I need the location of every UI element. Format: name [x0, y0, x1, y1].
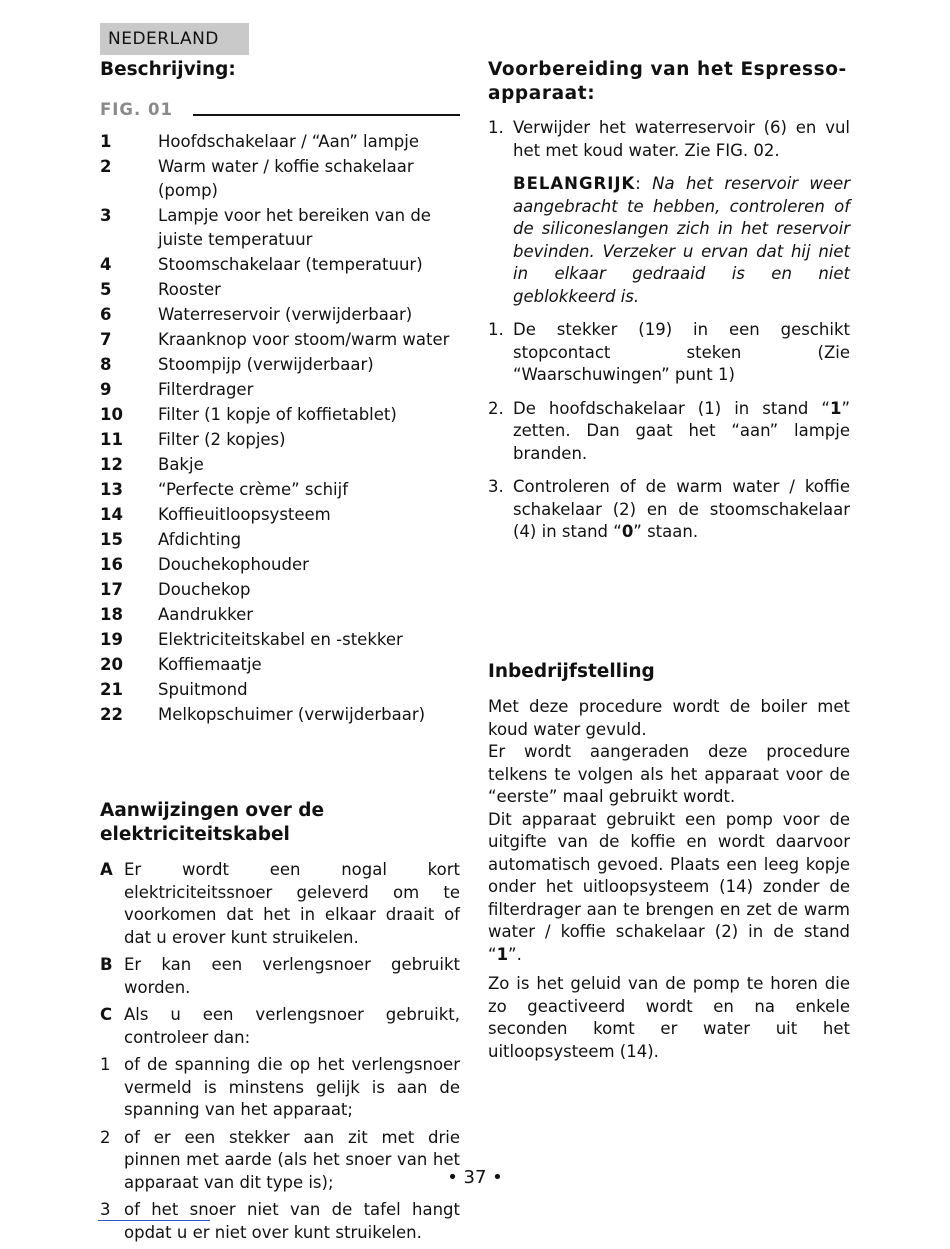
commissioning-paragraph-4: Zo is het geluid van de pomp te horen die zo geactiveerd wordt en na enkele seconden komt er water uit het uitloopsysteem (14). [488, 974, 850, 1061]
important-separator: : [635, 174, 641, 193]
part-item [100, 703, 460, 727]
preparation-heading-line1: Voorbereiding van het Espresso- [488, 59, 847, 80]
part-item [100, 478, 460, 502]
important-note [488, 173, 850, 308]
cable-item [100, 1004, 460, 1049]
commissioning-paragraph-3 [488, 809, 850, 967]
part-item [100, 204, 460, 252]
cable-item-text: of het snoer niet van de tafel hangt opdat u er niet over kunt struikelen. [124, 1200, 460, 1242]
step-text-end: ” staan. [633, 522, 699, 541]
part-label: Koffiemaatje [158, 655, 262, 674]
language-tab: NEDERLAND [100, 23, 249, 55]
part-item [100, 553, 460, 577]
step-number: 1. [488, 320, 504, 339]
part-number: 12 [100, 455, 123, 474]
cable-item-marker: B [100, 955, 113, 974]
part-item [100, 328, 460, 352]
part-label: Rooster [158, 280, 221, 299]
part-item [100, 628, 460, 652]
part-label: Filter (2 kopjes) [158, 430, 286, 449]
step-text: De stekker (19) in een geschikt stopcontact steken (Zie “Waarschuwingen” punt 1) [513, 320, 850, 384]
cable-item [100, 1199, 460, 1244]
part-number: 16 [100, 555, 123, 574]
part-label: Spuitmond [158, 680, 248, 699]
part-item [100, 578, 460, 602]
cable-item [100, 1054, 460, 1122]
part-item [100, 428, 460, 452]
part-number: 22 [100, 705, 123, 724]
part-item [100, 155, 460, 203]
part-label: Stoomschakelaar (temperatuur) [158, 255, 423, 274]
part-item [100, 353, 460, 377]
part-item [100, 528, 460, 552]
commissioning-section [488, 660, 850, 1063]
part-label: Hoofdschakelaar / “Aan” lampje [158, 132, 420, 151]
description-heading: Beschrijving: [100, 59, 236, 80]
part-number: 6 [100, 305, 112, 324]
cable-heading-line1: Aanwijzingen over de [100, 800, 325, 821]
part-number: 4 [100, 255, 112, 274]
cable-item-marker: A [100, 860, 113, 879]
cable-item-marker: 3 [100, 1200, 111, 1219]
page-number: • 37 • [447, 1167, 503, 1188]
part-item [100, 403, 460, 427]
step-number: 1. [488, 118, 504, 137]
part-number: 9 [100, 380, 112, 399]
part-number: 20 [100, 655, 123, 674]
preparation-step [488, 476, 850, 544]
part-item [100, 303, 460, 327]
left-column [100, 58, 460, 1249]
preparation-step-list [488, 319, 850, 544]
step-text: Controleren of de warm water / koffie schakelaar (2) en de stoomschakelaar (4) in stand “ [513, 477, 850, 541]
part-item [100, 453, 460, 477]
cable-item-text: Als u een verlengsnoer gebruikt, controleer dan: [124, 1005, 460, 1047]
footer-rule [98, 1220, 210, 1221]
part-label: Aandrukker [158, 605, 254, 624]
cable-item-marker: 1 [100, 1055, 111, 1074]
part-label: Bakje [158, 455, 204, 474]
cable-item-marker: 2 [100, 1127, 111, 1147]
part-item [100, 278, 460, 302]
part-number: 10 [100, 405, 123, 424]
step-number: 2. [488, 398, 504, 418]
part-number: 13 [100, 480, 123, 499]
step-text: Verwijder het waterreservoir (6) en vul het met koud water. Zie FIG. 02. [513, 118, 850, 160]
part-label: Kraanknop voor stoom/warm water [158, 330, 450, 349]
cable-item [100, 859, 460, 949]
part-number: 11 [100, 430, 123, 449]
part-number: 2 [100, 157, 112, 176]
part-item [100, 678, 460, 702]
parts-list [100, 130, 460, 727]
fig-rule [193, 114, 460, 116]
commissioning-paragraph-3-end: ”. [508, 944, 522, 964]
right-column [488, 58, 850, 555]
cable-item-text: of er een stekker aan zit met drie pinnen met aarde (als het snoer van het apparaat van dit type is); [124, 1127, 460, 1192]
preparation-step-list-first [488, 117, 850, 162]
part-item [100, 130, 460, 154]
cable-item-marker: C [100, 1005, 113, 1024]
commissioning-paragraph-1: Met deze procedure wordt de boiler met koud water gevuld. [488, 697, 850, 739]
cable-item-text: Er wordt een nogal kort elektriciteitssnoer geleverd om te voorkomen dat het in elkaar draait of dat u erover kunt struikelen. [124, 860, 460, 947]
preparation-heading [488, 58, 850, 106]
part-number: 15 [100, 530, 123, 549]
part-label: Douchekop [158, 580, 251, 599]
commissioning-paragraph-2: Er wordt aangeraden deze procedure telkens te volgen als het apparaat voor de “eerste” maal gebruikt wordt. [488, 742, 850, 806]
important-text: Na het reservoir weer aangebracht te hebben, controleren of de siliconeslangen zich in het reservoir bevinden. Verzeker u ervan dat hij niet in elkaar gedraaid is en niet geblokkeerd is. [513, 174, 850, 306]
part-number: 3 [100, 206, 112, 225]
cable-item-text: Er kan een verlengsnoer gebruikt worden. [124, 955, 460, 997]
step-text-bold: 0 [621, 522, 634, 541]
part-label: Afdichting [158, 530, 242, 549]
part-number: 19 [100, 630, 123, 649]
cable-item-text: of de spanning die op het verlengsnoer vermeld is minstens gelijk is aan de spanning van het apparaat; [124, 1055, 460, 1119]
part-item [100, 603, 460, 627]
cable-item [100, 954, 460, 999]
part-item [100, 253, 460, 277]
commissioning-paragraph-3-text: Dit apparaat gebruikt een pomp voor de uitgifte van de koffie en wordt daarvoor automatisch gevoed. Plaats een leeg kopje onder het uitloopsysteem (14) zonder de filterdrager aan te brengen en zet de warm water / koffie schakelaar (2) in de stand “ [488, 809, 850, 964]
part-label: Melkopschuimer (verwijderbaar) [158, 705, 426, 724]
step-text-bold: 1 [829, 398, 842, 418]
part-item [100, 653, 460, 677]
commissioning-paragraph-3-bold: 1 [496, 944, 509, 964]
part-number: 18 [100, 605, 123, 624]
part-label: Filterdrager [158, 380, 254, 399]
part-number: 7 [100, 330, 112, 349]
step-text: De hoofdschakelaar (1) in stand “ [513, 398, 830, 418]
part-label: Waterreservoir (verwijderbaar) [158, 305, 413, 324]
part-number: 14 [100, 505, 123, 524]
part-label: Warm water / koffie schakelaar (pomp) [158, 157, 414, 200]
part-number: 17 [100, 580, 123, 599]
part-label: Lampje voor het bereiken van de juiste temperatuur [158, 206, 431, 249]
cable-heading-line2: elektriciteitskabel [100, 824, 290, 845]
part-label: Elektriciteitskabel en -stekker [158, 630, 403, 649]
step-text-end: ” zetten. Dan gaat het “aan” lampje branden. [513, 398, 850, 463]
preparation-step [488, 117, 850, 162]
part-label: Koffieuitloopsysteem [158, 505, 331, 524]
fig-label: FIG. 01 [100, 100, 173, 119]
part-number: 8 [100, 355, 112, 374]
cable-heading [100, 799, 460, 847]
figure-reference [100, 92, 460, 130]
part-item [100, 503, 460, 527]
part-label: Filter (1 kopje of koffietablet) [158, 405, 397, 424]
part-number: 5 [100, 280, 112, 299]
part-number: 21 [100, 680, 123, 699]
preparation-heading-line2: apparaat: [488, 83, 596, 104]
part-label: “Perfecte crème” schijf [158, 480, 348, 499]
preparation-step [488, 398, 850, 466]
important-label: BELANGRIJK [513, 174, 636, 193]
step-number: 3. [488, 477, 504, 496]
commissioning-heading: Inbedrijfstelling [488, 661, 655, 682]
part-item [100, 378, 460, 402]
part-number: 1 [100, 132, 112, 151]
part-label: Stoompijp (verwijderbaar) [158, 355, 374, 374]
preparation-step [488, 319, 850, 387]
part-label: Douchekophouder [158, 555, 309, 574]
